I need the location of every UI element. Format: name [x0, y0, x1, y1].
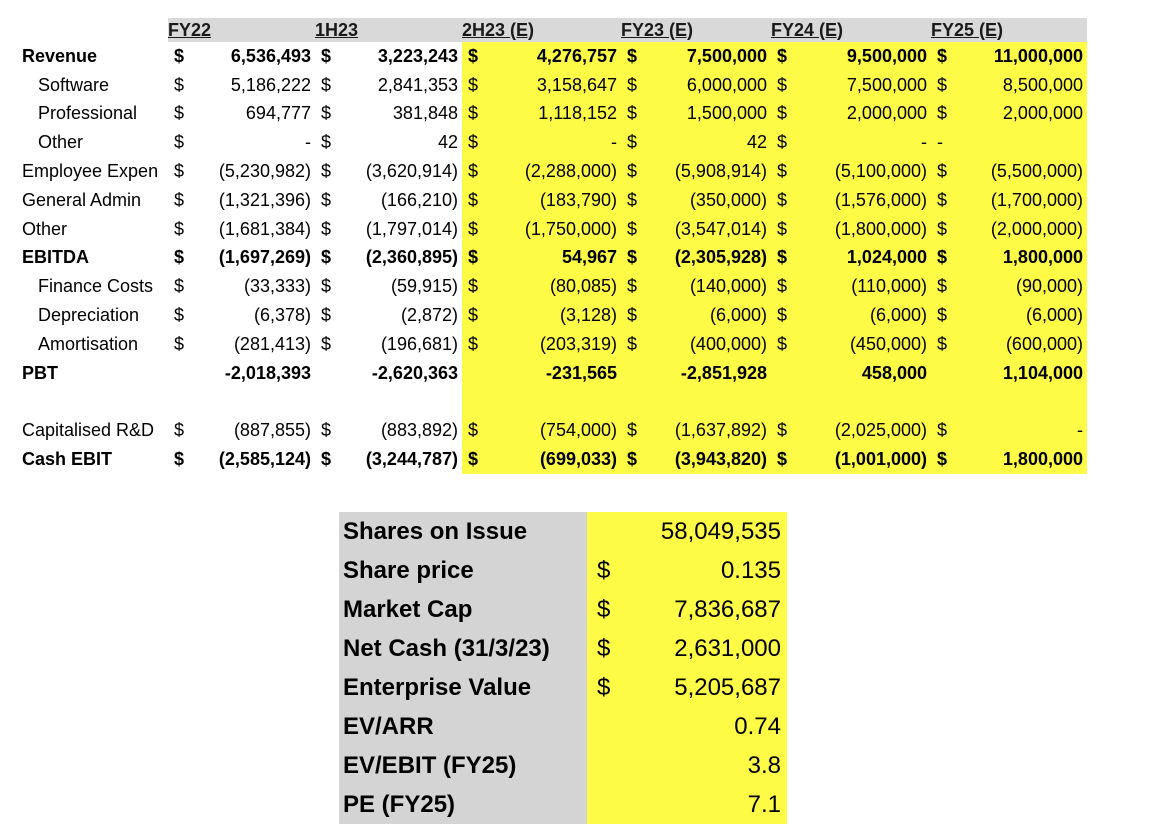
valuation-label[interactable]: Enterprise Value — [339, 668, 587, 707]
value-cell[interactable]: (90,000) — [961, 272, 1087, 301]
currency-cell[interactable] — [462, 388, 492, 417]
value-cell[interactable]: 7,500,000 — [801, 71, 931, 100]
currency-cell[interactable]: $ — [931, 416, 961, 445]
financials-table — [20, 18, 1087, 474]
value-cell[interactable]: 1,800,000 — [961, 244, 1087, 273]
value-cell[interactable]: - — [198, 128, 315, 157]
currency-cell[interactable]: $ — [462, 215, 492, 244]
row-other — [20, 128, 1087, 157]
value-cell[interactable]: 8,500,000 — [961, 71, 1087, 100]
value-cell[interactable]: (6,378) — [198, 301, 315, 330]
valuation-value[interactable]: 2,631,000 — [643, 629, 787, 668]
valuation-currency[interactable] — [587, 707, 643, 746]
value-cell[interactable]: 5,186,222 — [198, 71, 315, 100]
row-label[interactable]: Depreciation — [20, 301, 168, 330]
column-header-fy24-e[interactable]: FY24 (E) — [771, 18, 931, 42]
row-label[interactable]: General Admin — [20, 186, 168, 215]
currency-cell[interactable]: $ — [771, 128, 801, 157]
value-cell[interactable]: (2,025,000) — [801, 416, 931, 445]
currency-cell[interactable]: $ — [315, 272, 345, 301]
value-cell[interactable]: 4,276,757 — [492, 42, 621, 71]
value-cell[interactable]: 2,841,353 — [345, 71, 462, 100]
value-cell[interactable]: 458,000 — [801, 359, 931, 388]
value-cell[interactable]: (6,000) — [651, 301, 771, 330]
valuation-currency[interactable] — [587, 512, 643, 551]
value-cell[interactable]: -2,018,393 — [198, 359, 315, 388]
value-cell[interactable]: (1,797,014) — [345, 215, 462, 244]
currency-cell[interactable] — [771, 388, 801, 417]
valuation-row-enterprise-value — [339, 668, 787, 707]
valuation-row-market-cap — [339, 590, 787, 629]
value-cell[interactable]: (1,697,269) — [198, 244, 315, 273]
value-cell[interactable]: (2,305,928) — [651, 244, 771, 273]
valuation-currency[interactable]: $ — [587, 551, 643, 590]
currency-cell[interactable]: $ — [931, 244, 961, 273]
currency-cell[interactable]: $ — [315, 301, 345, 330]
currency-cell[interactable] — [621, 359, 651, 388]
value-cell[interactable]: (1,750,000) — [492, 215, 621, 244]
valuation-currency[interactable]: $ — [587, 629, 643, 668]
value-cell[interactable]: 6,536,493 — [198, 42, 315, 71]
row-blank — [20, 388, 1087, 417]
currency-cell[interactable]: $ — [315, 128, 345, 157]
value-cell[interactable] — [651, 388, 771, 417]
currency-cell[interactable]: $ — [931, 71, 961, 100]
currency-cell[interactable]: $ — [168, 71, 198, 100]
currency-cell[interactable]: $ — [315, 71, 345, 100]
currency-cell[interactable]: $ — [168, 416, 198, 445]
currency-cell[interactable]: $ — [462, 186, 492, 215]
currency-cell[interactable] — [931, 359, 961, 388]
currency-cell[interactable]: $ — [462, 301, 492, 330]
currency-cell[interactable]: $ — [931, 330, 961, 359]
valuation-label[interactable]: Shares on Issue — [339, 512, 587, 551]
currency-cell[interactable]: $ — [315, 215, 345, 244]
currency-cell[interactable]: $ — [168, 272, 198, 301]
value-cell[interactable]: (1,321,396) — [198, 186, 315, 215]
value-cell[interactable]: (2,000,000) — [961, 215, 1087, 244]
value-cell[interactable]: (3,128) — [492, 301, 621, 330]
valuation-value[interactable]: 58,049,535 — [643, 512, 787, 551]
currency-cell[interactable]: $ — [621, 42, 651, 71]
valuation-value[interactable]: 7,836,687 — [643, 590, 787, 629]
valuation-value[interactable]: 7.1 — [643, 785, 787, 824]
row-label[interactable]: Software — [20, 71, 168, 100]
currency-cell[interactable]: $ — [168, 215, 198, 244]
currency-cell[interactable]: $ — [462, 445, 492, 474]
value-cell[interactable]: 1,118,152 — [492, 100, 621, 129]
value-cell[interactable]: (2,288,000) — [492, 157, 621, 186]
valuation-label[interactable]: EV/ARR — [339, 707, 587, 746]
currency-cell[interactable]: $ — [621, 128, 651, 157]
currency-cell[interactable]: $ — [771, 71, 801, 100]
valuation-currency[interactable]: $ — [587, 590, 643, 629]
currency-cell[interactable]: $ — [621, 416, 651, 445]
column-header-2h23-e[interactable]: 2H23 (E) — [462, 18, 621, 42]
value-cell[interactable]: (1,637,892) — [651, 416, 771, 445]
currency-cell[interactable]: $ — [315, 100, 345, 129]
row-label[interactable]: Capitalised R&D — [20, 416, 168, 445]
currency-cell[interactable]: $ — [168, 244, 198, 273]
value-cell[interactable]: (80,085) — [492, 272, 621, 301]
row-software — [20, 71, 1087, 100]
value-cell[interactable]: (281,413) — [198, 330, 315, 359]
value-cell[interactable] — [198, 388, 315, 417]
currency-cell[interactable]: - — [931, 128, 961, 157]
value-cell[interactable]: (1,001,000) — [801, 445, 931, 474]
value-cell[interactable]: 1,104,000 — [961, 359, 1087, 388]
currency-cell[interactable] — [621, 388, 651, 417]
value-cell[interactable]: 2,000,000 — [801, 100, 931, 129]
row-employee-expen — [20, 157, 1087, 186]
header-corner-cell[interactable] — [20, 18, 168, 42]
value-cell[interactable]: -231,565 — [492, 359, 621, 388]
row-depreciation — [20, 301, 1087, 330]
value-cell[interactable]: (754,000) — [492, 416, 621, 445]
currency-cell[interactable]: $ — [931, 100, 961, 129]
value-cell[interactable]: (350,000) — [651, 186, 771, 215]
currency-cell[interactable]: $ — [462, 100, 492, 129]
currency-cell[interactable] — [168, 359, 198, 388]
currency-cell[interactable]: $ — [931, 42, 961, 71]
valuation-label[interactable]: Market Cap — [339, 590, 587, 629]
value-cell[interactable]: 54,967 — [492, 244, 621, 273]
value-cell[interactable] — [961, 388, 1087, 417]
currency-cell[interactable]: $ — [771, 330, 801, 359]
value-cell[interactable] — [345, 388, 462, 417]
value-cell[interactable]: (6,000) — [801, 301, 931, 330]
row-label[interactable]: Professional — [20, 100, 168, 129]
value-cell[interactable]: (699,033) — [492, 445, 621, 474]
currency-cell[interactable]: $ — [771, 186, 801, 215]
currency-cell[interactable]: $ — [931, 301, 961, 330]
value-cell[interactable]: (1,576,000) — [801, 186, 931, 215]
value-cell[interactable]: (883,892) — [345, 416, 462, 445]
value-cell[interactable]: - — [801, 128, 931, 157]
value-cell[interactable] — [492, 388, 621, 417]
currency-cell[interactable]: $ — [621, 445, 651, 474]
value-cell[interactable]: - — [961, 416, 1087, 445]
currency-cell[interactable] — [315, 359, 345, 388]
row-label[interactable]: Other — [20, 215, 168, 244]
column-header-1h23[interactable]: 1H23 — [315, 18, 462, 42]
currency-cell[interactable]: $ — [771, 215, 801, 244]
value-cell[interactable]: (2,360,895) — [345, 244, 462, 273]
currency-cell[interactable]: $ — [771, 301, 801, 330]
currency-cell[interactable]: $ — [462, 157, 492, 186]
currency-cell[interactable]: $ — [462, 71, 492, 100]
value-cell[interactable]: (887,855) — [198, 416, 315, 445]
valuation-currency[interactable] — [587, 746, 643, 785]
currency-cell[interactable]: $ — [315, 42, 345, 71]
value-cell[interactable] — [961, 128, 1087, 157]
row-label[interactable]: Cash EBIT — [20, 445, 168, 474]
currency-cell[interactable]: $ — [621, 157, 651, 186]
row-label[interactable]: EBITDA — [20, 244, 168, 273]
value-cell[interactable]: (3,244,787) — [345, 445, 462, 474]
value-cell[interactable]: (59,915) — [345, 272, 462, 301]
valuation-row-net-cash-31-3-23 — [339, 629, 787, 668]
valuation-label[interactable]: PE (FY25) — [339, 785, 587, 824]
value-cell[interactable]: (140,000) — [651, 272, 771, 301]
value-cell[interactable]: (110,000) — [801, 272, 931, 301]
value-cell[interactable]: (3,547,014) — [651, 215, 771, 244]
row-finance-costs — [20, 272, 1087, 301]
currency-cell[interactable]: $ — [315, 244, 345, 273]
currency-cell[interactable]: $ — [931, 186, 961, 215]
currency-cell[interactable]: $ — [168, 157, 198, 186]
currency-cell[interactable]: $ — [315, 445, 345, 474]
currency-cell[interactable]: $ — [168, 42, 198, 71]
row-label[interactable]: Other — [20, 128, 168, 157]
value-cell[interactable]: 7,500,000 — [651, 42, 771, 71]
row-label[interactable]: Finance Costs — [20, 272, 168, 301]
value-cell[interactable]: 9,500,000 — [801, 42, 931, 71]
value-cell[interactable]: 1,024,000 — [801, 244, 931, 273]
currency-cell[interactable]: $ — [168, 128, 198, 157]
valuation-value[interactable]: 0.135 — [643, 551, 787, 590]
currency-cell[interactable]: $ — [771, 42, 801, 71]
value-cell[interactable]: (5,908,914) — [651, 157, 771, 186]
currency-cell[interactable]: $ — [462, 416, 492, 445]
currency-cell[interactable]: $ — [168, 100, 198, 129]
currency-cell[interactable]: $ — [621, 272, 651, 301]
value-cell[interactable]: (5,230,982) — [198, 157, 315, 186]
value-cell[interactable]: (196,681) — [345, 330, 462, 359]
value-cell[interactable]: (183,790) — [492, 186, 621, 215]
row-ebitda — [20, 244, 1087, 273]
valuation-label[interactable]: Share price — [339, 551, 587, 590]
value-cell[interactable]: (3,620,914) — [345, 157, 462, 186]
valuation-row-shares-on-issue — [339, 512, 787, 551]
value-cell[interactable]: (5,500,000) — [961, 157, 1087, 186]
currency-cell[interactable]: $ — [621, 186, 651, 215]
row-label[interactable] — [20, 388, 168, 417]
row-amortisation — [20, 330, 1087, 359]
value-cell[interactable]: 42 — [345, 128, 462, 157]
value-cell[interactable]: 11,000,000 — [961, 42, 1087, 71]
row-other — [20, 215, 1087, 244]
value-cell[interactable]: 42 — [651, 128, 771, 157]
value-cell[interactable] — [801, 388, 931, 417]
currency-cell[interactable]: $ — [462, 42, 492, 71]
currency-cell[interactable]: $ — [462, 128, 492, 157]
currency-cell[interactable]: $ — [621, 71, 651, 100]
currency-cell[interactable]: $ — [168, 301, 198, 330]
value-cell[interactable]: 381,848 — [345, 100, 462, 129]
currency-cell[interactable]: $ — [771, 272, 801, 301]
currency-cell[interactable]: $ — [931, 445, 961, 474]
currency-cell[interactable]: $ — [462, 330, 492, 359]
value-cell[interactable]: 3,158,647 — [492, 71, 621, 100]
currency-cell[interactable]: $ — [771, 157, 801, 186]
row-pbt — [20, 359, 1087, 388]
value-cell[interactable]: (2,585,124) — [198, 445, 315, 474]
currency-cell[interactable]: $ — [315, 186, 345, 215]
row-general-admin — [20, 186, 1087, 215]
value-cell[interactable]: -2,851,928 — [651, 359, 771, 388]
currency-cell[interactable]: $ — [168, 186, 198, 215]
value-cell[interactable]: (450,000) — [801, 330, 931, 359]
currency-cell[interactable]: $ — [621, 215, 651, 244]
currency-cell[interactable] — [462, 359, 492, 388]
currency-cell[interactable] — [771, 359, 801, 388]
valuation-label[interactable]: Net Cash (31/3/23) — [339, 629, 587, 668]
currency-cell[interactable]: $ — [771, 445, 801, 474]
currency-cell[interactable]: $ — [931, 272, 961, 301]
value-cell[interactable]: 3,223,243 — [345, 42, 462, 71]
currency-cell[interactable]: $ — [315, 330, 345, 359]
value-cell[interactable]: (2,872) — [345, 301, 462, 330]
row-label[interactable]: PBT — [20, 359, 168, 388]
currency-cell[interactable]: $ — [168, 330, 198, 359]
valuation-value[interactable]: 0.74 — [643, 707, 787, 746]
row-capitalised-r-d — [20, 416, 1087, 445]
currency-cell[interactable] — [931, 388, 961, 417]
row-revenue — [20, 42, 1087, 71]
column-header-fy25-e[interactable]: FY25 (E) — [931, 18, 1087, 42]
row-label[interactable]: Employee Expen — [20, 157, 168, 186]
value-cell[interactable]: (600,000) — [961, 330, 1087, 359]
currency-cell[interactable]: $ — [931, 157, 961, 186]
valuation-label[interactable]: EV/EBIT (FY25) — [339, 746, 587, 785]
currency-cell[interactable] — [315, 388, 345, 417]
currency-cell[interactable]: $ — [771, 416, 801, 445]
value-cell[interactable]: (166,210) — [345, 186, 462, 215]
value-cell[interactable]: (1,700,000) — [961, 186, 1087, 215]
value-cell[interactable]: (1,681,384) — [198, 215, 315, 244]
value-cell[interactable]: (6,000) — [961, 301, 1087, 330]
valuation-row-ev-ebit-fy25 — [339, 746, 787, 785]
value-cell[interactable]: (33,333) — [198, 272, 315, 301]
row-label[interactable]: Amortisation — [20, 330, 168, 359]
valuation-row-ev-arr — [339, 707, 787, 746]
currency-cell[interactable]: $ — [168, 445, 198, 474]
valuation-table — [339, 512, 787, 824]
value-cell[interactable]: 1,800,000 — [961, 445, 1087, 474]
row-label[interactable]: Revenue — [20, 42, 168, 71]
currency-cell[interactable]: $ — [771, 244, 801, 273]
currency-cell[interactable]: $ — [771, 100, 801, 129]
valuation-value[interactable]: 3.8 — [643, 746, 787, 785]
column-header-fy23-e[interactable]: FY23 (E) — [621, 18, 771, 42]
row-professional — [20, 100, 1087, 129]
value-cell[interactable]: 6,000,000 — [651, 71, 771, 100]
value-cell[interactable]: (5,100,000) — [801, 157, 931, 186]
value-cell[interactable]: (203,319) — [492, 330, 621, 359]
currency-cell[interactable]: $ — [621, 330, 651, 359]
value-cell[interactable]: 694,777 — [198, 100, 315, 129]
column-header-row — [20, 18, 1087, 42]
currency-cell[interactable]: $ — [621, 100, 651, 129]
currency-cell[interactable]: $ — [462, 272, 492, 301]
currency-cell[interactable]: $ — [621, 244, 651, 273]
value-cell[interactable]: (400,000) — [651, 330, 771, 359]
currency-cell[interactable]: $ — [315, 157, 345, 186]
value-cell[interactable]: - — [492, 128, 621, 157]
valuation-currency[interactable]: $ — [587, 668, 643, 707]
currency-cell[interactable]: $ — [621, 301, 651, 330]
valuation-currency[interactable] — [587, 785, 643, 824]
value-cell[interactable]: -2,620,363 — [345, 359, 462, 388]
currency-cell[interactable]: $ — [931, 215, 961, 244]
value-cell[interactable]: (1,800,000) — [801, 215, 931, 244]
value-cell[interactable]: 2,000,000 — [961, 100, 1087, 129]
currency-cell[interactable]: $ — [315, 416, 345, 445]
valuation-value[interactable]: 5,205,687 — [643, 668, 787, 707]
column-header-fy22[interactable]: FY22 — [168, 18, 315, 42]
currency-cell[interactable] — [168, 388, 198, 417]
valuation-row-share-price — [339, 551, 787, 590]
row-cash-ebit — [20, 445, 1087, 474]
valuation-row-pe-fy25 — [339, 785, 787, 824]
value-cell[interactable]: 1,500,000 — [651, 100, 771, 129]
value-cell[interactable]: (3,943,820) — [651, 445, 771, 474]
currency-cell[interactable]: $ — [462, 244, 492, 273]
